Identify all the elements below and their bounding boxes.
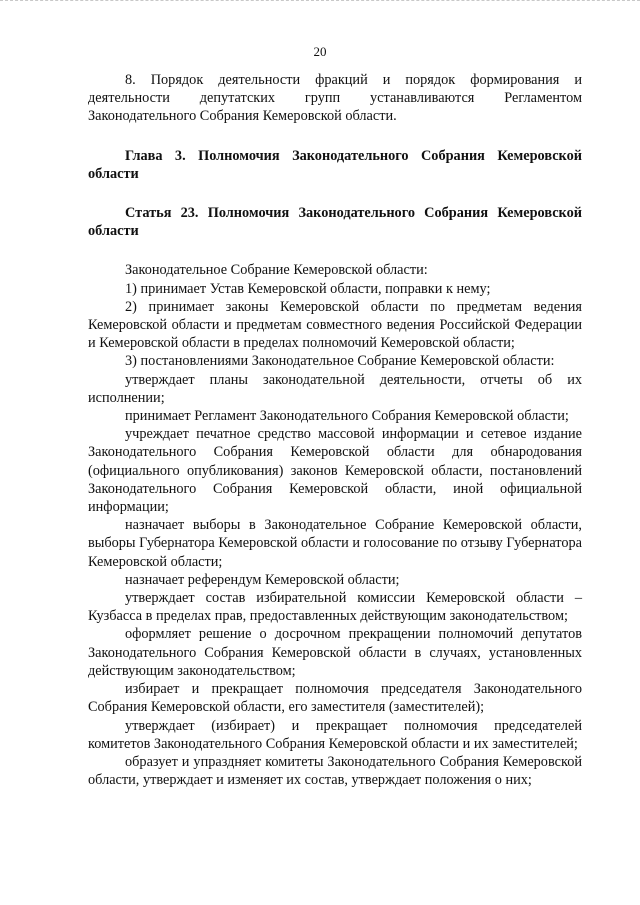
paragraph-intro: Законодательное Собрание Кемеровской области: xyxy=(125,262,428,279)
paragraph-referendum: назначает референдум Кемеровской области; xyxy=(125,571,400,588)
spacer xyxy=(88,240,582,261)
paragraph-chairman: избирает и прекращает полномочия председателя Законодательного Собрания Кемеровской области, его заместителя (заместителей); xyxy=(88,681,582,716)
paragraph-plans: утверждает планы законодательной деятельности, отчеты об их исполнении; xyxy=(88,371,582,406)
article-heading: Статья 23. Полномочия Законодательного Собрания Кемеровской области xyxy=(88,205,582,240)
paragraph-committees: образует и упраздняет комитеты Законодательного Собрания Кемеровской области, утверждает и изменяет их состав, утверждает положения о них; xyxy=(88,753,582,789)
document-body xyxy=(88,71,582,789)
spacer xyxy=(88,183,582,204)
paragraph-regulation: принимает Регламент Законодательного Собрания Кемеровской области; xyxy=(125,408,569,425)
paragraph-commission: утверждает состав избирательной комиссии Кемеровской области – Кузбасса в пределах прав, предоставленных действующим законодательством; xyxy=(88,590,582,625)
paragraph-termination: оформляет решение о досрочном прекращении полномочий депутатов Законодательного Собрания Кемеровской области в случаях, установленных действующим законодательством; xyxy=(88,626,582,679)
spacer xyxy=(88,126,582,147)
paragraph-item-2: 2) принимает законы Кемеровской области по предметам ведения Кемеровской области и предметам совместного ведения Российской Федерации и Кемеровской области в пределах полномочий Кемеровской области; xyxy=(88,298,582,352)
chapter-heading: Глава 3. Полномочия Законодательного Собрания Кемеровской области xyxy=(88,147,582,182)
paragraph-item-3: 3) постановлениями Законодательное Собрание Кемеровской области: xyxy=(125,353,555,370)
paragraph-media: учреждает печатное средство массовой информации и сетевое издание Законодательного Собрания Кемеровской области для обнародования (официального опубликования) законов Кемеровской области, постановлений Законодательного Собрания Кемеровской области, иной официальной информации; xyxy=(88,426,582,516)
paragraph-item-1: 1) принимает Устав Кемеровской области, поправки к нему; xyxy=(125,280,491,297)
paragraph-factions-order: 8. Порядок деятельности фракций и порядок формирования и деятельности депутатских групп устанавливаются Регламентом Законодательного Собрания Кемеровской области. xyxy=(88,72,582,125)
page-number: 20 xyxy=(313,44,327,59)
scan-edge-rule xyxy=(0,0,640,3)
paragraph-committee-chairs: утверждает (избирает) и прекращает полномочия председателей комитетов Законодательного Собрания Кемеровской области и их заместителей; xyxy=(88,717,582,752)
paragraph-elections: назначает выборы в Законодательное Собрание Кемеровской области, выборы Губернатора Кемеровской области и голосование по отзыву Губернатора Кемеровской области; xyxy=(88,517,582,570)
